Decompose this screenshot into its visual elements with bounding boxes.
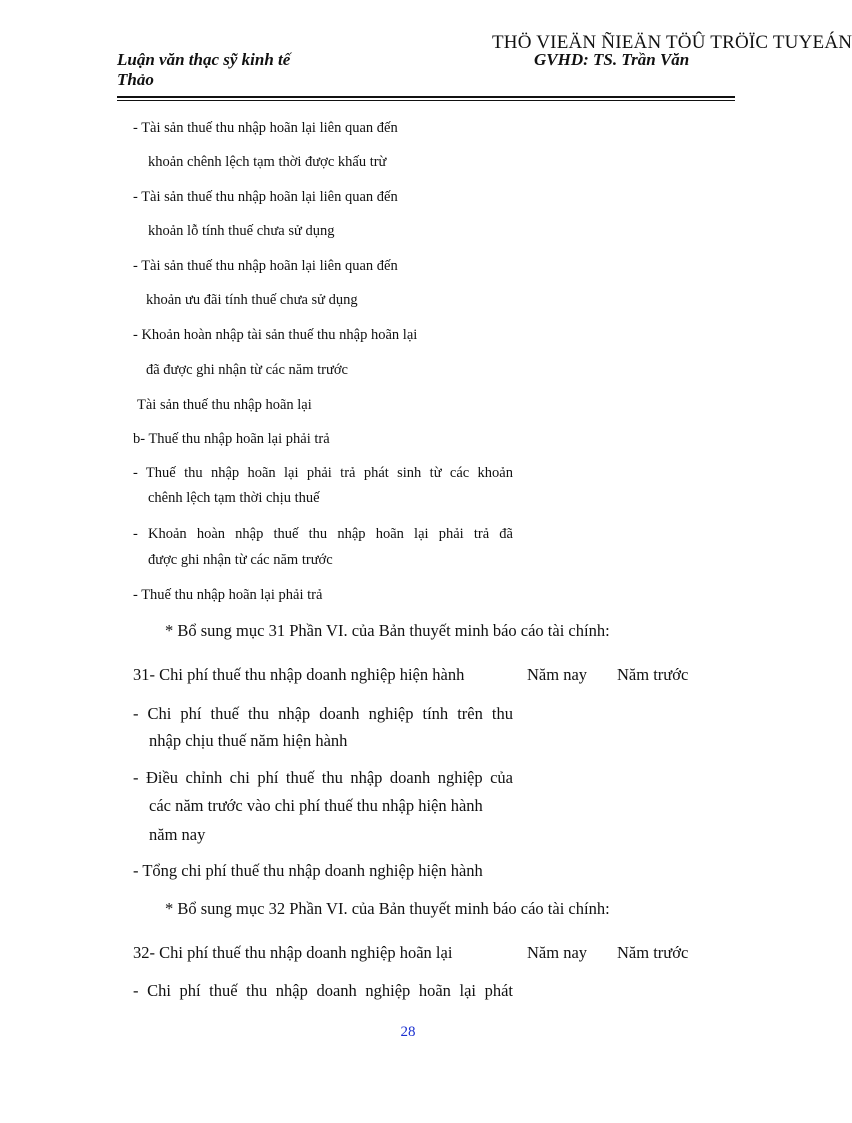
header-rule-thin: [117, 100, 735, 101]
text-line: được ghi nhận từ các năm trước: [148, 552, 333, 568]
text-line: khoản ưu đãi tính thuế chưa sử dụng: [146, 292, 358, 308]
text-line: đã được ghi nhận từ các năm trước: [146, 362, 348, 378]
text-line: - Khoản hoàn nhập thuế thu nhập hoãn lại phải trả đã: [133, 526, 513, 542]
section31-item: - Chi phí thuế thu nhập doanh nghiệp tính trên thu: [133, 704, 513, 723]
text-line: - Thuế thu nhập hoãn lại phải trả phát sinh từ các khoản: [133, 465, 513, 481]
section31-title: 31- Chi phí thuế thu nhập doanh nghiệp hiện hành: [133, 665, 465, 684]
section32-col-previous-year: Năm trước: [617, 943, 689, 962]
subtotal-deferred-tax-asset: Tài sản thuế thu nhập hoãn lại: [137, 397, 312, 413]
section31-item: - Điều chỉnh chi phí thuế thu nhập doanh nghiệp của: [133, 768, 513, 787]
section31-item: các năm trước vào chi phí thuế thu nhập hiện hành: [149, 796, 483, 815]
text-line: - Tài sản thuế thu nhập hoãn lại liên quan đến: [133, 189, 398, 205]
section31-total: - Tổng chi phí thuế thu nhập doanh nghiệp hiện hành: [133, 861, 483, 880]
subheading-deferred-tax-liability: b- Thuế thu nhập hoãn lại phải trả: [133, 431, 330, 447]
section32-note: * Bổ sung mục 32 Phần VI. của Bản thuyết minh báo cáo tài chính:: [165, 899, 610, 918]
text-line: chênh lệch tạm thời chịu thuế: [148, 490, 320, 506]
text-line: - Khoản hoàn nhập tài sản thuế thu nhập hoãn lại: [133, 327, 418, 343]
subtotal-deferred-tax-liability: - Thuế thu nhập hoãn lại phải trả: [133, 587, 323, 603]
supervisor-name: GVHD: TS. Trần Văn: [534, 50, 690, 69]
section31-note: * Bổ sung mục 31 Phần VI. của Bản thuyết minh báo cáo tài chính:: [165, 621, 610, 640]
section31-item: năm nay: [149, 825, 206, 844]
author-name-fragment: Thảo: [117, 70, 154, 89]
section32-title: 32- Chi phí thuế thu nhập doanh nghiệp hoãn lại: [133, 943, 453, 962]
section31-col-previous-year: Năm trước: [617, 665, 689, 684]
header-rule-thick: [117, 96, 735, 98]
text-line: khoản lỗ tính thuế chưa sử dụng: [148, 223, 335, 239]
text-line: - Tài sản thuế thu nhập hoãn lại liên quan đến: [133, 120, 398, 136]
section31-col-current-year: Năm nay: [527, 665, 588, 684]
section32-col-current-year: Năm nay: [527, 943, 588, 962]
library-watermark: THÖ VIEÄN ÑIEÄN TÖÛ TRÖÏC TUYEÁN: [492, 32, 852, 53]
text-line: khoản chênh lệch tạm thời được khấu trừ: [148, 154, 387, 170]
section32-item: - Chi phí thuế thu nhập doanh nghiệp hoãn lại phát: [133, 981, 513, 1000]
page-number: 28: [400, 1024, 416, 1040]
text-line: - Tài sản thuế thu nhập hoãn lại liên quan đến: [133, 258, 398, 274]
section31-item: nhập chịu thuế năm hiện hành: [149, 731, 348, 750]
thesis-title: Luận văn thạc sỹ kinh tế: [117, 50, 291, 69]
